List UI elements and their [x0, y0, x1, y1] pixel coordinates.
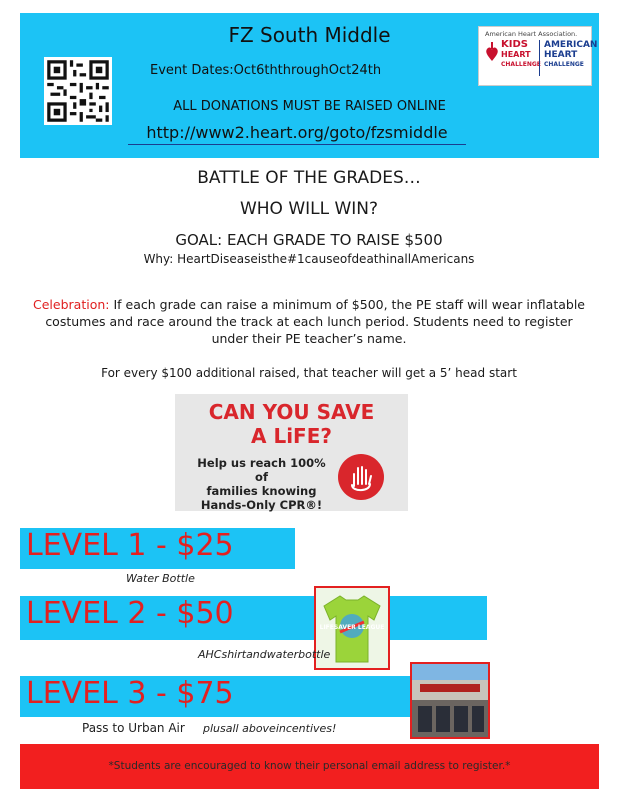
event-dates: Event Dates:Oct6ththroughOct24th: [150, 63, 382, 78]
kids-heart-challenge-wordmark: [501, 40, 541, 70]
cpr-body-line2: families knowing: [206, 484, 317, 498]
challenge-text: CHALLENGE: [501, 61, 541, 68]
urban-air-storefront-image: [410, 662, 490, 739]
level-3-label: LEVEL 3 - $75: [26, 676, 234, 711]
american-heart-association-logo: [478, 26, 598, 86]
level-2-reward: AHCshirtandwaterbottle: [198, 648, 331, 661]
goal-text: GOAL: EACH GRADE TO RAISE $500: [175, 231, 443, 249]
footer-banner: [20, 744, 599, 789]
cpr-promo-box: [175, 394, 408, 511]
tshirt-image-text: LIFESAVER LEAGUE: [319, 624, 385, 631]
celebration-paragraph: [30, 296, 588, 347]
battle-heading: BATTLE OF THE GRADES…: [197, 168, 421, 188]
cpr-title: [175, 400, 408, 448]
footer-note: *Students are encouraged to know their personal email address to register.*: [108, 760, 511, 772]
cpr-body: [189, 456, 334, 512]
level-2-label: LEVEL 2 - $50: [26, 596, 234, 631]
celebration-text: If each grade can raise a minimum of $500, the PE staff will wear inflatable costumes and race around the track at each lunch period. Students need to register under their PE teacher’s name.: [45, 297, 585, 346]
header-banner: [20, 13, 599, 158]
heart-text: HEART: [544, 50, 578, 60]
level-3-reward: Pass to Urban Air: [82, 721, 185, 735]
challenge-text: CHALLENGE: [544, 61, 584, 68]
donation-link[interactable]: http://www2.heart.org/goto/fzsmiddle: [128, 123, 466, 145]
cpr-body-line1: Help us reach 100% of: [197, 456, 326, 484]
head-start-text: For every $100 additional raised, that teacher will get a 5’ head start: [101, 366, 517, 380]
level-1-label: LEVEL 1 - $25: [26, 528, 234, 563]
level-1-reward: Water Bottle: [126, 572, 195, 585]
heart-torch-icon: [485, 41, 499, 63]
who-will-win-heading: WHO WILL WIN?: [239, 199, 379, 219]
why-text: Why: HeartDiseaseisthe#1causeofdeathinallAmericans: [143, 252, 475, 266]
school-title: FZ South Middle: [228, 23, 391, 47]
logo-org-name: American Heart Association.: [485, 30, 578, 38]
cpr-title-line1: CAN YOU SAVE: [208, 400, 375, 424]
cpr-body-line3: Hands-Only CPR®!: [200, 498, 323, 512]
cpr-title-line2: A LiFE?: [251, 424, 332, 448]
qr-code-icon[interactable]: [44, 57, 112, 125]
heart-text: HEART: [501, 50, 531, 59]
celebration-label: Celebration:: [33, 297, 110, 312]
level-3-reward-extra: plusall aboveincentives!: [203, 722, 337, 735]
american-heart-challenge-wordmark: [539, 40, 598, 76]
kids-text: KIDS: [501, 39, 528, 50]
hands-cpr-icon: [338, 454, 384, 500]
level-1-bar: [20, 528, 295, 569]
donations-notice: ALL DONATIONS MUST BE RAISED ONLINE: [173, 99, 446, 114]
american-text: AMERICAN: [544, 40, 598, 50]
level-2-bar: [20, 596, 487, 640]
